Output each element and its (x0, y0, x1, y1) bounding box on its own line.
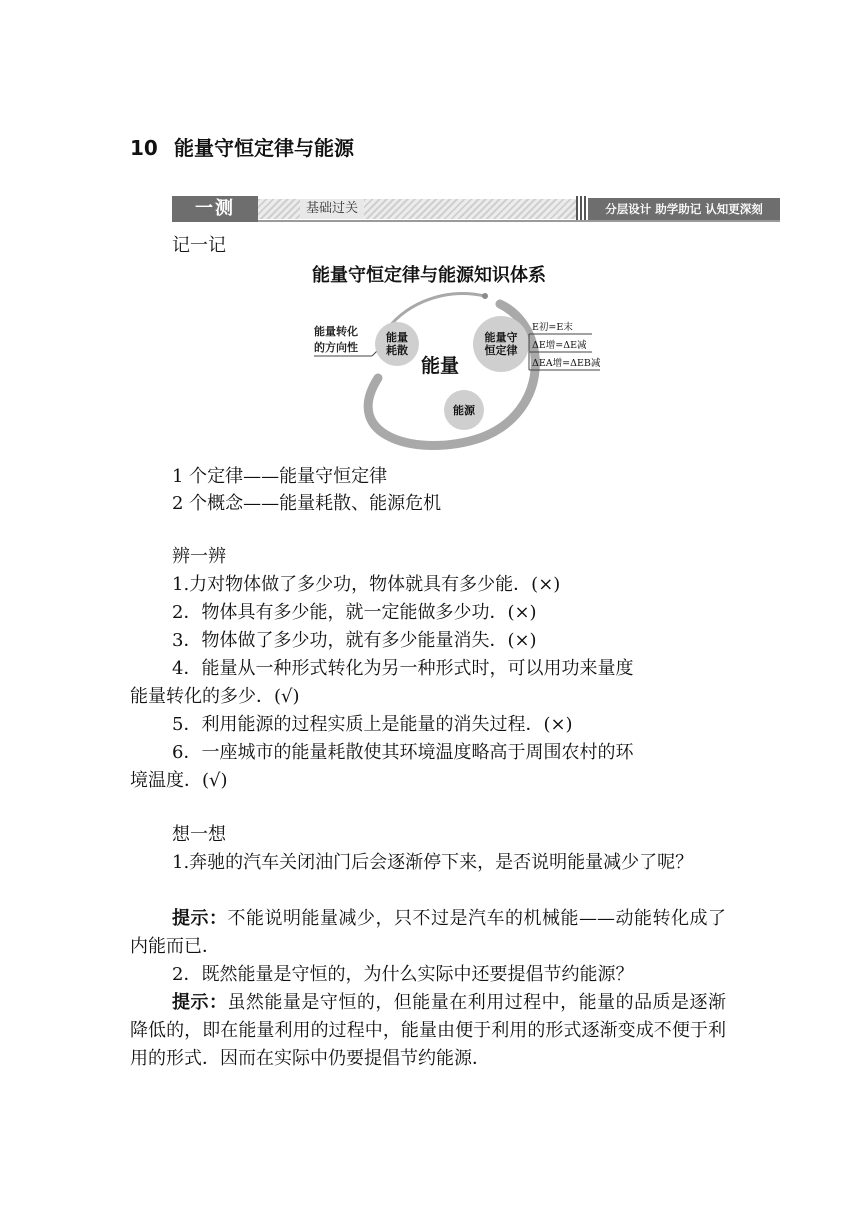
question-1: 1.奔驰的汽车关闭油门后会逐渐停下来，是否说明能量减少了呢？ (172, 852, 694, 873)
answer-1 (130, 905, 726, 961)
judge-item-6-cont: 境温度．(√) (130, 770, 228, 791)
node-source-label: 能源 (453, 404, 475, 417)
hint-label-2: 提示： (172, 992, 228, 1013)
answer-2-text: 虽然能量是守恒的，但能量在利用过程中，能量的品质是逐渐降低的，即在能量利用的过程中，能量由便于利用的形式逐渐变成不便于利用的形式．因而在实际中仍要提倡节约能源． (130, 992, 727, 1069)
section-title-text: 能量守恒定律与能源 (174, 136, 354, 160)
judge-item-5: 5．利用能源的过程实质上是能量的消失过程．(×) (172, 714, 573, 735)
banner-left-label: 一测 (172, 196, 258, 222)
judge-item-4-cont: 能量转化的多少．(√) (130, 686, 300, 707)
summary-line-1: 1 个定律——能量守恒定律 (172, 466, 388, 487)
node-law-line1: 能量守 (484, 331, 518, 344)
judge-item-4: 4．能量从一种形式转化为另一种形式时，可以用功来量度 (172, 658, 634, 679)
node-dissipation-line2: 耗散 (386, 344, 408, 357)
judge-item-2: 2．物体具有多少能，就一定能做多少功．(×) (172, 602, 537, 623)
formula-2: ΔE增=ΔE减 (532, 340, 587, 351)
judge-item-1: 1.力对物体做了多少功，物体就具有多少能．(×) (172, 574, 561, 595)
diagram-title: 能量守恒定律与能源知识体系 (312, 265, 546, 286)
hint-label-1: 提示： (172, 908, 228, 929)
section-number: 10 (130, 136, 158, 160)
answer-2 (130, 989, 726, 1073)
section-banner (172, 196, 780, 222)
banner-right-label: 分层设计 助学助记 认知更深刻 (588, 198, 780, 220)
left-note-line1: 能量转化 (314, 325, 358, 338)
section-remember-heading: 记一记 (172, 235, 226, 256)
node-dissipation-line1: 能量 (386, 331, 408, 344)
banner-bars (576, 196, 588, 222)
formula-3: ΔEA增=ΔEB减 (532, 358, 601, 369)
left-note-line2: 的方向性 (314, 341, 358, 354)
page-title (130, 132, 354, 161)
banner-rule (258, 220, 780, 222)
node-law-line2: 恒定律 (484, 344, 518, 357)
judge-item-6: 6．一座城市的能量耗散使其环境温度略高于周围农村的环 (172, 742, 634, 763)
summary-line-2: 2 个概念——能量耗散、能源危机 (172, 493, 442, 514)
judge-item-3: 3．物体做了多少功，就有多少能量消失．(×) (172, 630, 537, 651)
section-think-heading: 想一想 (172, 824, 226, 845)
diagram-center-label: 能量 (420, 355, 460, 377)
formula-1: E初=E末 (532, 322, 573, 333)
question-2: 2．既然能量是守恒的，为什么实际中还要提倡节约能源？ (172, 964, 634, 985)
answer-1-text: 不能说明能量减少，只不过是汽车的机械能——动能转化成了内能而已． (130, 908, 726, 957)
knowledge-diagram (300, 288, 620, 458)
section-judge-heading: 辨一辨 (172, 546, 226, 567)
diagram-arc-dot (482, 293, 488, 299)
banner-mid-label: 基础过关 (300, 199, 364, 219)
